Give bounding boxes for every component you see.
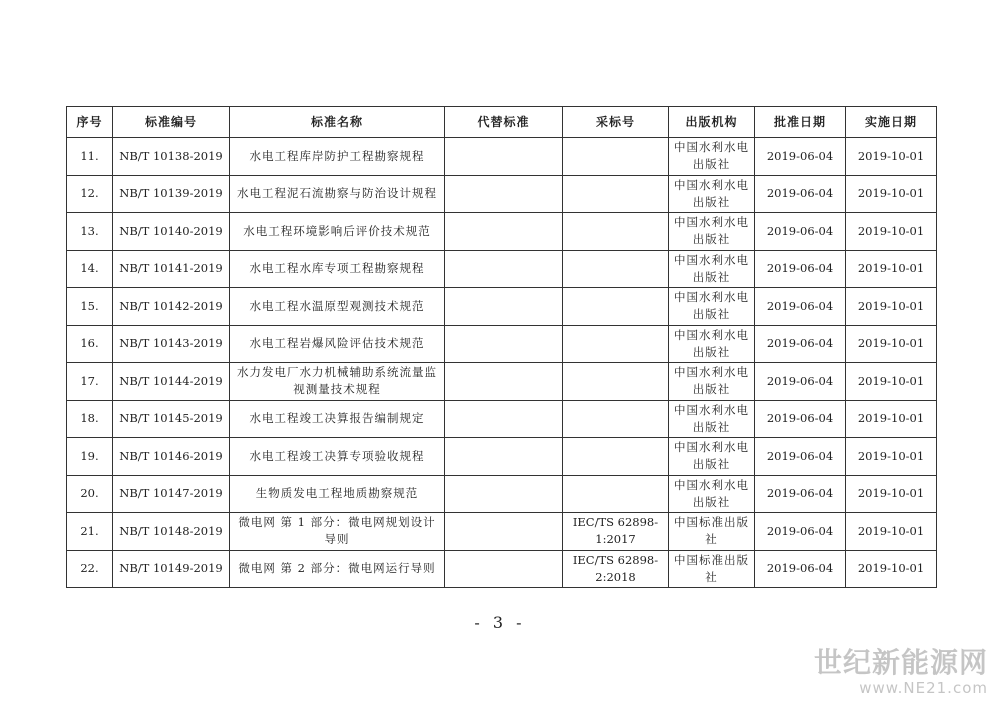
cell-replace (445, 438, 563, 476)
cell-no: 17. (67, 363, 113, 401)
watermark-url: www.NE21.com (859, 679, 988, 697)
cell-replace (445, 513, 563, 551)
cell-approve-date: 2019-06-04 (755, 513, 846, 551)
cell-adopt (563, 438, 669, 476)
header-implement-date: 实施日期 (846, 107, 937, 138)
watermark-title: 世纪新能源网 (813, 646, 988, 679)
cell-no: 13. (67, 213, 113, 251)
cell-implement-date: 2019-10-01 (846, 475, 937, 513)
cell-approve-date: 2019-06-04 (755, 475, 846, 513)
table-row (67, 325, 937, 363)
cell-approve-date: 2019-06-04 (755, 288, 846, 326)
header-publisher: 出版机构 (669, 107, 755, 138)
header-replace: 代替标准 (445, 107, 563, 138)
cell-adopt (563, 400, 669, 438)
header-no: 序号 (67, 107, 113, 138)
cell-implement-date: 2019-10-01 (846, 138, 937, 176)
cell-approve-date: 2019-06-04 (755, 550, 846, 588)
cell-implement-date: 2019-10-01 (846, 175, 937, 213)
cell-replace (445, 175, 563, 213)
table-row (67, 475, 937, 513)
cell-publisher: 中国水利水电出版社 (669, 475, 755, 513)
cell-implement-date: 2019-10-01 (846, 438, 937, 476)
cell-publisher: 中国水利水电出版社 (669, 438, 755, 476)
header-approve-date: 批准日期 (755, 107, 846, 138)
cell-publisher: 中国水利水电出版社 (669, 175, 755, 213)
cell-publisher: 中国水利水电出版社 (669, 363, 755, 401)
cell-code: NB/T 10149-2019 (113, 550, 230, 588)
cell-publisher: 中国水利水电出版社 (669, 138, 755, 176)
cell-adopt (563, 138, 669, 176)
cell-replace (445, 400, 563, 438)
cell-name: 水电工程岩爆风险评估技术规范 (230, 325, 445, 363)
cell-implement-date: 2019-10-01 (846, 325, 937, 363)
cell-replace (445, 550, 563, 588)
cell-approve-date: 2019-06-04 (755, 363, 846, 401)
table-row (67, 438, 937, 476)
cell-no: 21. (67, 513, 113, 551)
cell-name: 水电工程泥石流勘察与防治设计规程 (230, 175, 445, 213)
cell-code: NB/T 10146-2019 (113, 438, 230, 476)
table-row (67, 550, 937, 588)
cell-no: 16. (67, 325, 113, 363)
cell-code: NB/T 10143-2019 (113, 325, 230, 363)
cell-approve-date: 2019-06-04 (755, 213, 846, 251)
cell-replace (445, 138, 563, 176)
cell-code: NB/T 10147-2019 (113, 475, 230, 513)
cell-no: 19. (67, 438, 113, 476)
cell-approve-date: 2019-06-04 (755, 175, 846, 213)
cell-implement-date: 2019-10-01 (846, 513, 937, 551)
table-row (67, 138, 937, 176)
cell-implement-date: 2019-10-01 (846, 250, 937, 288)
cell-replace (445, 325, 563, 363)
cell-adopt (563, 250, 669, 288)
table-row (67, 363, 937, 401)
cell-implement-date: 2019-10-01 (846, 213, 937, 251)
cell-approve-date: 2019-06-04 (755, 250, 846, 288)
cell-replace (445, 475, 563, 513)
cell-no: 15. (67, 288, 113, 326)
cell-code: NB/T 10141-2019 (113, 250, 230, 288)
cell-no: 22. (67, 550, 113, 588)
cell-approve-date: 2019-06-04 (755, 138, 846, 176)
cell-no: 11. (67, 138, 113, 176)
table-row (67, 513, 937, 551)
cell-code: NB/T 10138-2019 (113, 138, 230, 176)
cell-adopt (563, 363, 669, 401)
watermark (814, 647, 988, 697)
cell-approve-date: 2019-06-04 (755, 400, 846, 438)
cell-publisher: 中国标准出版社 (669, 513, 755, 551)
cell-approve-date: 2019-06-04 (755, 438, 846, 476)
cell-adopt (563, 213, 669, 251)
cell-adopt: IEC/TS 62898-2:2018 (563, 550, 669, 588)
cell-replace (445, 250, 563, 288)
cell-implement-date: 2019-10-01 (846, 288, 937, 326)
page-number: - 3 - (474, 613, 526, 632)
cell-replace (445, 288, 563, 326)
cell-adopt (563, 325, 669, 363)
cell-adopt: IEC/TS 62898-1:2017 (563, 513, 669, 551)
cell-name: 水力发电厂水力机械辅助系统流量监视测量技术规程 (230, 363, 445, 401)
cell-replace (445, 213, 563, 251)
cell-name: 微电网 第 1 部分：微电网规划设计导则 (230, 513, 445, 551)
cell-name: 水电工程竣工决算报告编制规定 (230, 400, 445, 438)
table-row (67, 250, 937, 288)
table-row (67, 175, 937, 213)
cell-no: 18. (67, 400, 113, 438)
cell-publisher: 中国水利水电出版社 (669, 250, 755, 288)
cell-name: 水电工程库岸防护工程勘察规程 (230, 138, 445, 176)
cell-publisher: 中国水利水电出版社 (669, 288, 755, 326)
cell-name: 微电网 第 2 部分：微电网运行导则 (230, 550, 445, 588)
cell-code: NB/T 10144-2019 (113, 363, 230, 401)
cell-adopt (563, 475, 669, 513)
cell-no: 20. (67, 475, 113, 513)
header-name: 标准名称 (230, 107, 445, 138)
header-code: 标准编号 (113, 107, 230, 138)
cell-publisher: 中国水利水电出版社 (669, 213, 755, 251)
cell-name: 水电工程水温原型观测技术规范 (230, 288, 445, 326)
cell-implement-date: 2019-10-01 (846, 400, 937, 438)
cell-name: 水电工程竣工决算专项验收规程 (230, 438, 445, 476)
table-header-row (67, 107, 937, 138)
cell-code: NB/T 10145-2019 (113, 400, 230, 438)
cell-publisher: 中国标准出版社 (669, 550, 755, 588)
cell-replace (445, 363, 563, 401)
cell-code: NB/T 10148-2019 (113, 513, 230, 551)
table-row (67, 288, 937, 326)
cell-code: NB/T 10140-2019 (113, 213, 230, 251)
cell-code: NB/T 10139-2019 (113, 175, 230, 213)
cell-name: 水电工程水库专项工程勘察规程 (230, 250, 445, 288)
cell-adopt (563, 288, 669, 326)
cell-publisher: 中国水利水电出版社 (669, 400, 755, 438)
cell-publisher: 中国水利水电出版社 (669, 325, 755, 363)
cell-name: 生物质发电工程地质勘察规范 (230, 475, 445, 513)
cell-no: 14. (67, 250, 113, 288)
cell-implement-date: 2019-10-01 (846, 550, 937, 588)
cell-no: 12. (67, 175, 113, 213)
table-row (67, 213, 937, 251)
cell-implement-date: 2019-10-01 (846, 363, 937, 401)
cell-adopt (563, 175, 669, 213)
cell-approve-date: 2019-06-04 (755, 325, 846, 363)
table-row (67, 400, 937, 438)
cell-name: 水电工程环境影响后评价技术规范 (230, 213, 445, 251)
cell-code: NB/T 10142-2019 (113, 288, 230, 326)
standards-table (66, 106, 937, 588)
header-adopt: 采标号 (563, 107, 669, 138)
